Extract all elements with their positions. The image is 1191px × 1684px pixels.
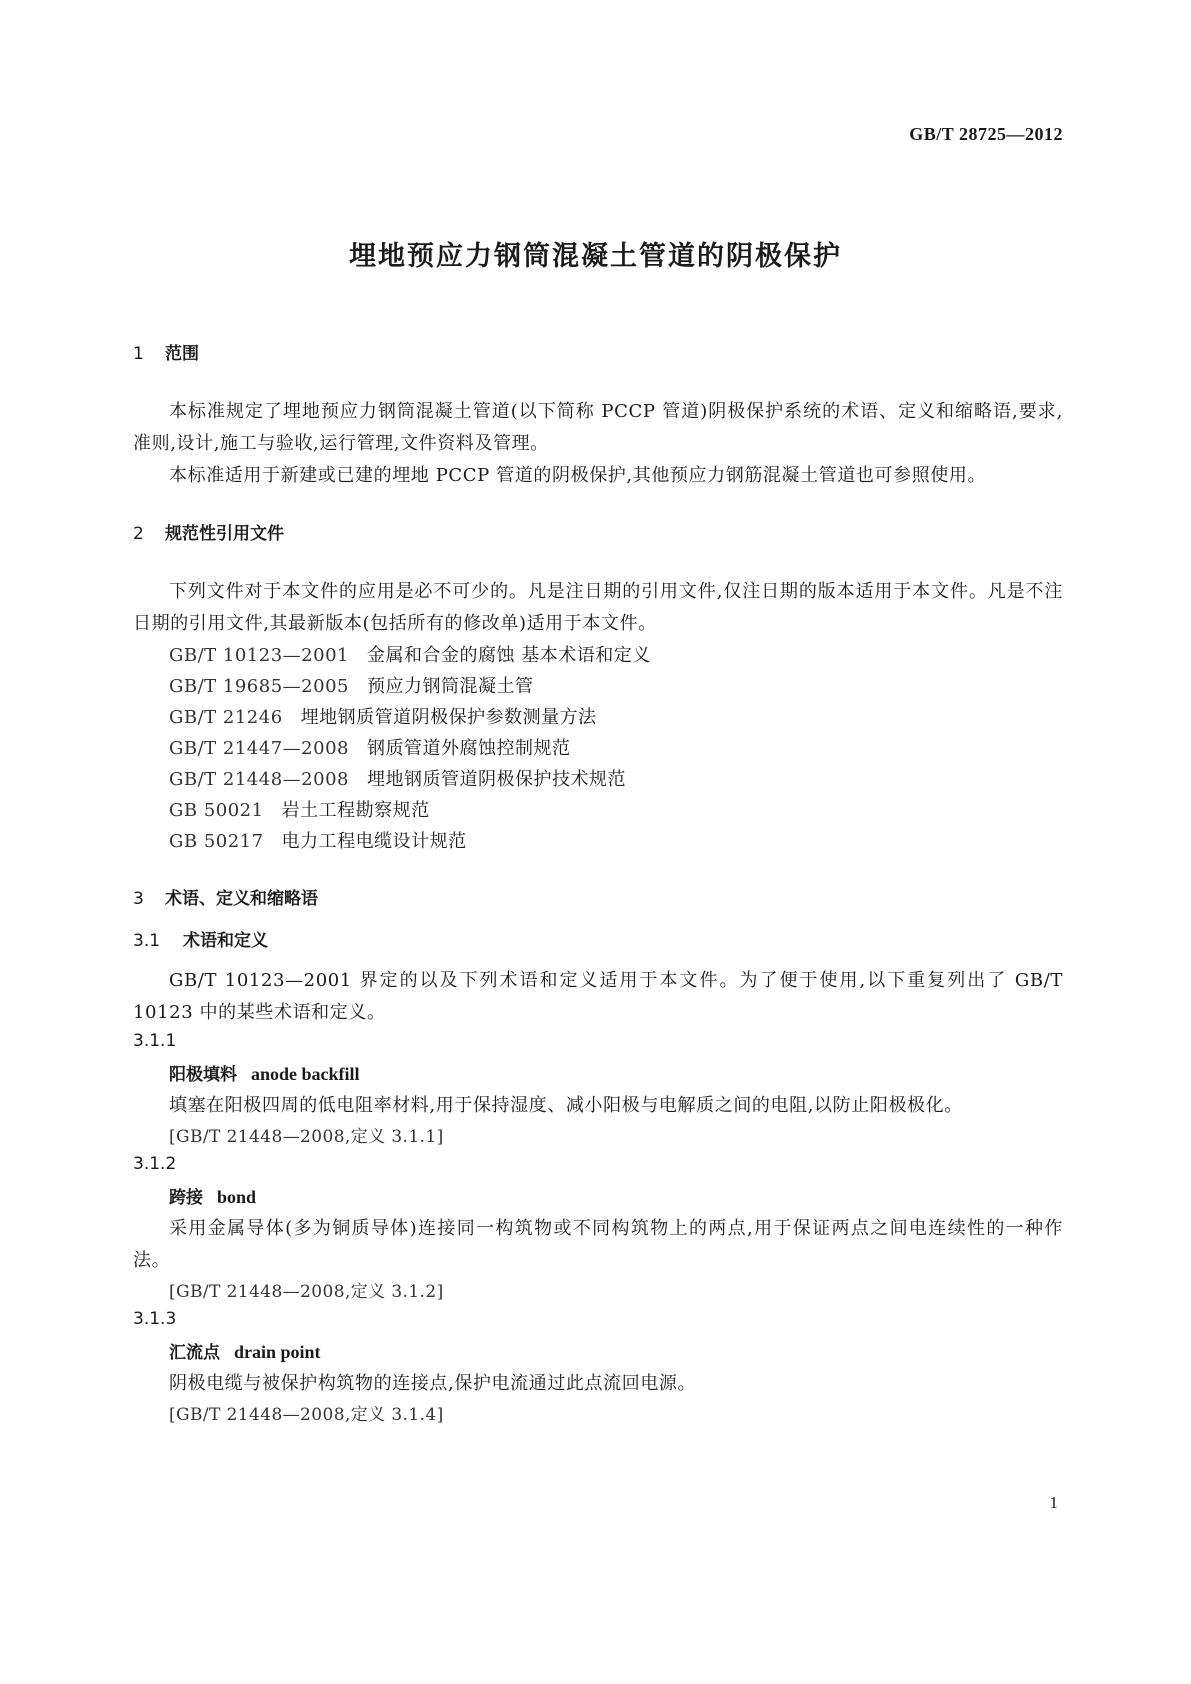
reference-name: 金属和合金的腐蚀 基本术语和定义 (366, 645, 651, 666)
scope-paragraph-2: 本标准适用于新建或已建的埋地 PCCP 管道的阴极保护,其他预应力钢筋混凝土管道也可参照使用。 (169, 465, 987, 486)
reference-code: GB/T 21448—2008 (169, 769, 349, 790)
reference-code: GB 50021 (169, 800, 264, 821)
subsection-title: 术语和定义 (183, 931, 268, 951)
section-2-heading (133, 522, 1063, 546)
term-number: 3.1.3 (133, 1309, 177, 1329)
reference-item (133, 826, 1063, 857)
term-english: drain point (234, 1342, 321, 1362)
reference-name: 电力工程电缆设计规范 (281, 831, 467, 852)
reference-item (133, 671, 1063, 702)
document-body (133, 342, 1063, 1430)
reference-code: GB 50217 (169, 831, 264, 852)
scope-paragraph-1: 本标准规定了埋地预应力钢筒混凝土管道(以下简称 PCCP 管道)阴极保护系统的术语、定义和缩略语,要求,准则,设计,施工与验收,运行管理,文件资料及管理。 (133, 401, 1063, 454)
standard-code: GB/T 28725—2012 (909, 124, 1063, 144)
term-heading (133, 1337, 1063, 1368)
section-number: 1 (133, 344, 144, 364)
term-definition: 阴极电缆与被保护构筑物的连接点,保护电流通过此点流回电源。 (169, 1373, 697, 1394)
reference-item (133, 795, 1063, 826)
reference-name: 埋地钢质管道阴极保护参数测量方法 (300, 707, 597, 728)
reference-item (133, 702, 1063, 733)
section-1-heading (133, 342, 1063, 366)
reference-code: GB/T 21447—2008 (169, 738, 349, 759)
reference-list (133, 640, 1063, 857)
subsection-number: 3.1 (133, 931, 161, 951)
reference-code: GB/T 19685—2005 (169, 676, 349, 697)
reference-code: GB/T 21246 (169, 707, 283, 728)
reference-name: 钢质管道外腐蚀控制规范 (366, 738, 571, 759)
term-chinese: 阳极填料 (169, 1065, 237, 1085)
section-title: 范围 (165, 344, 199, 364)
term-chinese: 跨接 (169, 1188, 203, 1208)
term-definition: 采用金属导体(多为铜质导体)连接同一构筑物或不同构筑物上的两点,用于保证两点之间电连续性的一种作法。 (133, 1218, 1063, 1271)
reference-item (133, 733, 1063, 764)
subsection-3-1-heading (133, 929, 1063, 953)
reference-name: 岩土工程勘察规范 (281, 800, 430, 821)
term-number: 3.1.1 (133, 1031, 177, 1051)
reference-item (133, 640, 1063, 671)
page-number: 1 (1049, 1493, 1058, 1512)
term-definition: 填塞在阳极四周的低电阻率材料,用于保持湿度、减小阳极与电解质之间的电阻,以防止阳极极化。 (169, 1095, 963, 1116)
section-3-heading (133, 887, 1063, 911)
section-number: 2 (133, 524, 144, 544)
reference-item (133, 764, 1063, 795)
term-english: bond (217, 1187, 257, 1207)
term-number: 3.1.2 (133, 1154, 177, 1174)
reference-name: 埋地钢质管道阴极保护技术规范 (366, 769, 626, 790)
term-source: [GB/T 21448—2008,定义 3.1.2] (169, 1282, 444, 1302)
section-title: 术语、定义和缩略语 (165, 889, 318, 909)
reference-code: GB/T 10123—2001 (169, 645, 349, 666)
term-heading (133, 1182, 1063, 1213)
term-chinese: 汇流点 (169, 1343, 220, 1363)
references-intro: 下列文件对于本文件的应用是必不可少的。凡是注日期的引用文件,仅注日期的版本适用于本文件。凡是不注日期的引用文件,其最新版本(包括所有的修改单)适用于本文件。 (133, 581, 1063, 634)
document-title: 埋地预应力钢筒混凝土管道的阴极保护 (349, 241, 842, 272)
term-english: anode backfill (251, 1064, 360, 1084)
reference-name: 预应力钢筒混凝土管 (366, 676, 534, 697)
term-heading (133, 1059, 1063, 1090)
section-title: 规范性引用文件 (165, 524, 284, 544)
term-source: [GB/T 21448—2008,定义 3.1.1] (169, 1127, 444, 1147)
section-number: 3 (133, 889, 144, 909)
terms-intro: GB/T 10123—2001 界定的以及下列术语和定义适用于本文件。为了便于使用,以下重复列出了 GB/T 10123 中的某些术语和定义。 (133, 970, 1063, 1023)
term-source: [GB/T 21448—2008,定义 3.1.4] (169, 1405, 444, 1425)
